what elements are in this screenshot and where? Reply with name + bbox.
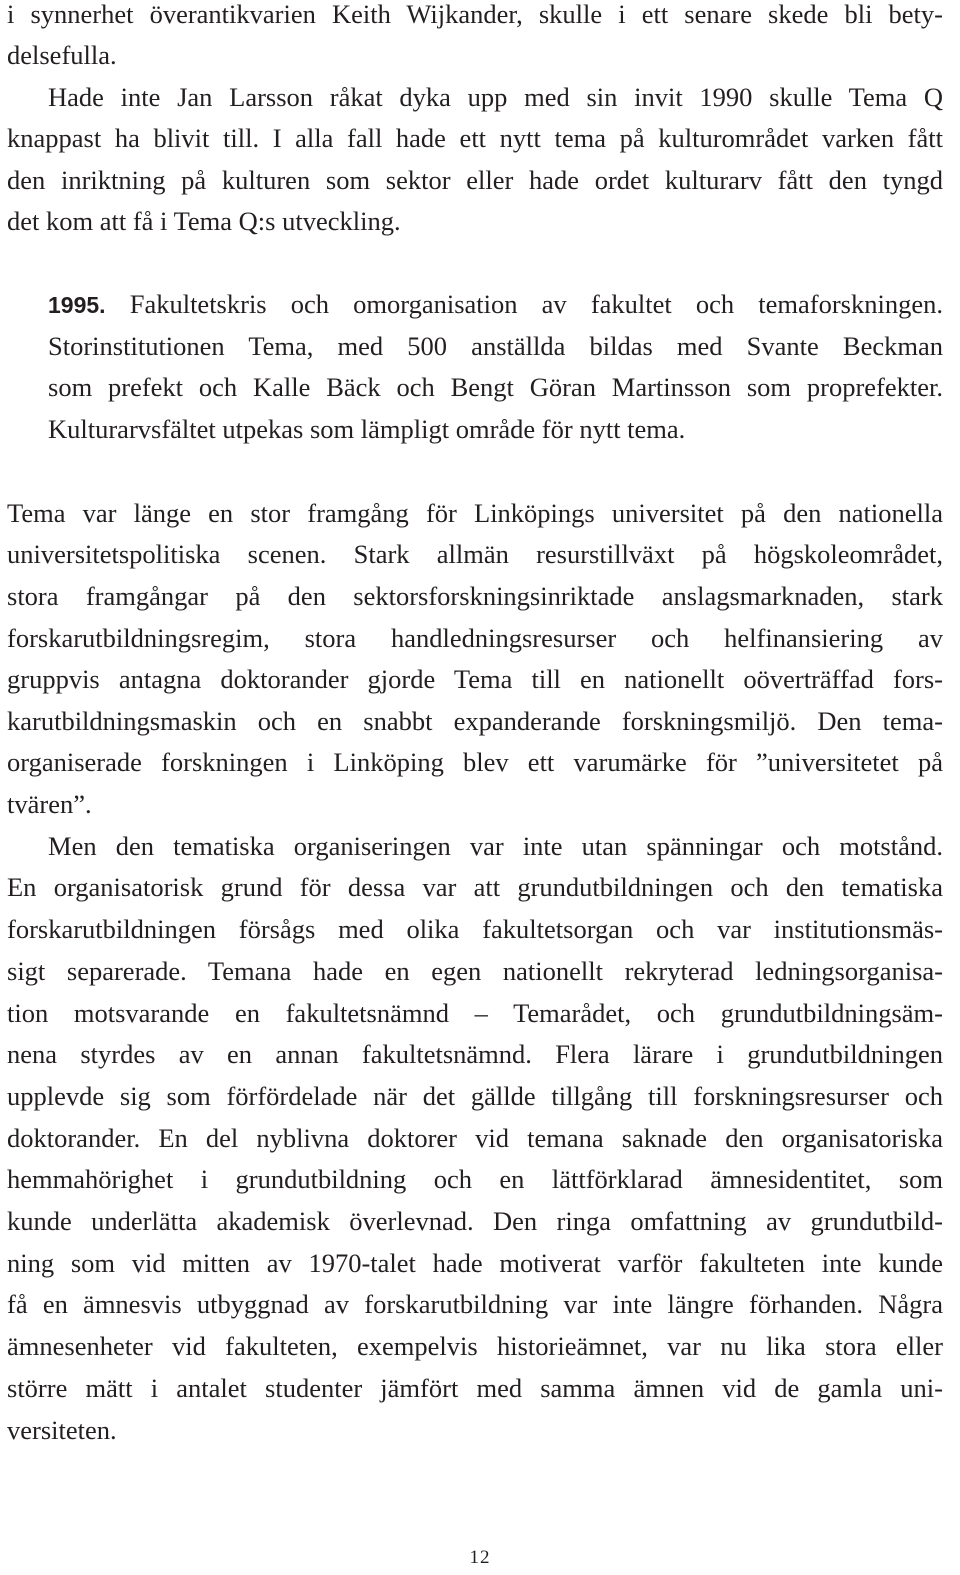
paragraph-line: hemmahörighet i grundutbildning och en lättförklarad ämnesidentitet, som bbox=[7, 1164, 943, 1194]
paragraph-line: Men den tematiska organiseringen var inte utan spänningar och motstånd. bbox=[48, 831, 943, 861]
year-entry-title: Fakultetskris och omorganisation av fakultet och temaforskningen. bbox=[129, 289, 943, 319]
paragraph-line: universitetspolitiska scenen. Stark allmän resurstillväxt på högskoleområdet, bbox=[7, 539, 943, 569]
year-entry-line: Storinstitutionen Tema, med 500 anställda bildas med Svante Beckman bbox=[48, 331, 943, 361]
year-label: 1995. bbox=[48, 292, 106, 318]
page-number: 12 bbox=[469, 1547, 491, 1568]
paragraph-line: gruppvis antagna doktorander gjorde Tema till en nationellt oöverträffad fors- bbox=[7, 664, 943, 694]
paragraph-line: organiserade forskningen i Linköping blev ett varumärke för ”universitetet på bbox=[7, 747, 943, 777]
paragraph-line: den inriktning på kulturen som sektor eller hade ordet kulturarv fått den tyngd bbox=[7, 165, 943, 195]
paragraph-line: versiteten. bbox=[7, 1415, 117, 1445]
paragraph-line: delsefulla. bbox=[7, 40, 117, 70]
paragraph-line: forskarutbildningsregim, stora handledningsresurser och helfinansiering av bbox=[7, 623, 943, 653]
paragraph-line: kunde underlätta akademisk överlevnad. Den ringa omfattning av grundutbild- bbox=[7, 1206, 943, 1236]
paragraph-line: doktorander. En del nyblivna doktorer vid temana saknade den organisatoriska bbox=[7, 1123, 943, 1153]
paragraph-line: ämnesenheter vid fakulteten, exempelvis historieämnet, var nu lika stora eller bbox=[7, 1331, 943, 1361]
year-entry-line: som prefekt och Kalle Bäck och Bengt Göran Martinsson som proprefekter. bbox=[48, 372, 943, 402]
year-entry-line: Kulturarvsfältet utpekas som lämpligt område för nytt tema. bbox=[48, 414, 686, 444]
paragraph-line: Tema var länge en stor framgång för Linköpings universitet på den nationella bbox=[7, 498, 943, 528]
paragraph-line: större mätt i antalet studenter jämfört med samma ämnen vid de gamla uni- bbox=[7, 1373, 943, 1403]
paragraph-line: tion motsvarande en fakultetsnämnd – Temarådet, och grundutbildningsäm- bbox=[7, 998, 943, 1028]
paragraph-line: det kom att få i Tema Q:s utveckling. bbox=[7, 206, 401, 236]
paragraph-line: sigt separerade. Temana hade en egen nationellt rekryterad ledningsorganisa- bbox=[7, 956, 943, 986]
paragraph-line: Hade inte Jan Larsson råkat dyka upp med sin invit 1990 skulle Tema Q bbox=[48, 82, 943, 112]
paragraph-line: forskarutbildningen försågs med olika fakultetsorgan och var institutionsmäs- bbox=[7, 914, 943, 944]
paragraph-line: stora framgångar på den sektorsforskningsinriktade anslagsmarknaden, stark bbox=[7, 581, 943, 611]
paragraph-line: nena styrdes av en annan fakultetsnämnd. Flera lärare i grundutbildningen bbox=[7, 1039, 943, 1069]
paragraph-line: karutbildningsmaskin och en snabbt expanderande forskningsmiljö. Den tema- bbox=[7, 706, 943, 736]
paragraph-line: knappast ha blivit till. I alla fall hade ett nytt tema på kulturområdet varken fått bbox=[7, 123, 943, 153]
paragraph-line: få en ämnesvis utbyggnad av forskarutbildning var inte längre förhanden. Några bbox=[7, 1289, 943, 1319]
paragraph-line: ning som vid mitten av 1970-talet hade motiverat varför fakulteten inte kunde bbox=[7, 1248, 943, 1278]
paragraph-line: En organisatorisk grund för dessa var att grundutbildningen och den tematiska bbox=[7, 872, 943, 902]
year-entry-heading-line bbox=[48, 283, 943, 325]
paragraph-line: i synnerhet överantikvarien Keith Wijkander, skulle i ett senare skede bli bety- bbox=[7, 0, 943, 29]
paragraph-line: upplevde sig som förfördelade när det gällde tillgång till forskningsresurser och bbox=[7, 1081, 943, 1111]
paragraph-line: tvären”. bbox=[7, 789, 92, 819]
